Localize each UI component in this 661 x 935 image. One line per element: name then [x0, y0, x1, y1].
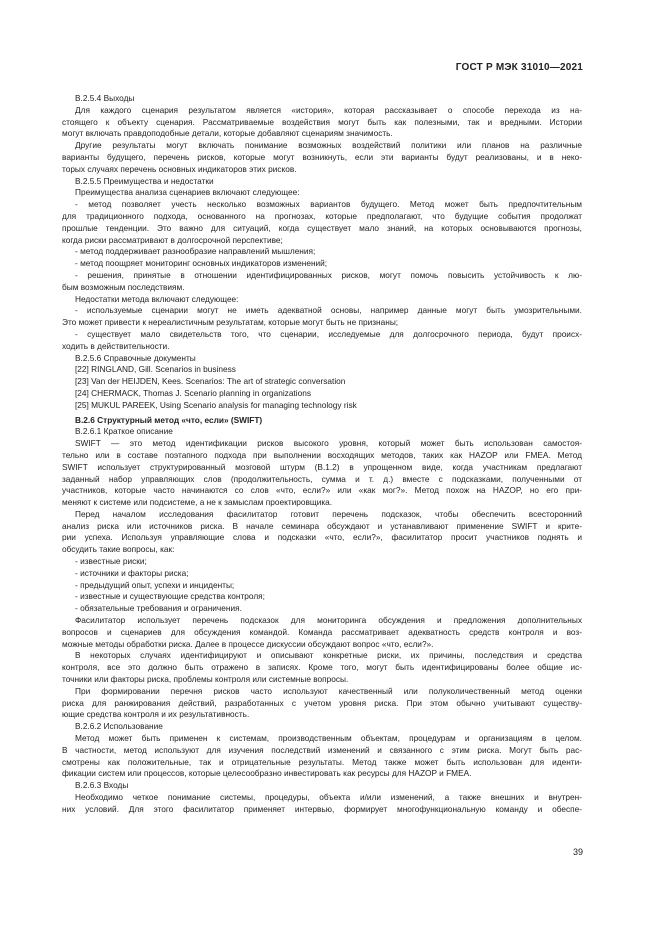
text-line: Преимущества анализа сценариев включают следующее: — [75, 187, 300, 198]
page-header: ГОСТ Р МЭК 31010—2021 — [455, 62, 583, 73]
text-line: SWIFT — это метод идентификации рисков высокого уровня, который может быть использован самостоя- — [75, 438, 582, 449]
text-line: тельно или в составе поэтапного подхода при выполнении восходящих методов, таких как HAZOP или FMEA. Метод — [62, 449, 582, 460]
text-line: могут включать правдоподобные детали, которые добавляют сценариям значимость. — [62, 128, 393, 139]
text-line: прошлые тенденции. Это важно для ситуаций, когда существует мало знаний, на которых основываются прогнозы, — [62, 222, 582, 233]
text-line: варианты будущего, перечень рисков, которые могут возникнуть, если эти варианты будут реализованы, и в неко- — [62, 151, 582, 162]
text-line: Необходимо четкое понимание системы, процедуры, объекта и/или изменений, а также внешних и внутрен- — [75, 792, 582, 803]
text-line: В частности, метод используют для изучения последствий изменений и связанного с этим риска. Могут быть рас- — [62, 744, 582, 755]
text-line: В.2.6.2 Использование — [75, 721, 163, 732]
text-line: В.2.5.5 Преимущества и недостатки — [75, 175, 214, 186]
text-line: [24] CHERMACK, Thomas J. Scenario planning in organizations — [75, 387, 311, 398]
text-line: анализ риска или источников риска. В начале семинара обсуждают и устанавливают применение SWIFT и крите- — [62, 520, 582, 531]
text-line: Перед началом исследования фасилитатор готовит перечень подсказок, чтобы обеспечить всесторонний — [75, 508, 582, 519]
text-line: - известные и существующие средства контроля; — [75, 591, 265, 602]
text-line: торых случаях перечень основных индикаторов этих рисков. — [62, 163, 297, 174]
text-line: [23] Van der HEIJDEN, Kees. Scenarios: The art of strategic conversation — [75, 376, 346, 387]
text-line: В.2.5.4 Выходы — [75, 93, 135, 103]
text-line: - метод поддерживает разнообразие направлений мышления; — [75, 246, 316, 257]
text-line: [22] RINGLAND, Gill. Scenarios in business — [75, 364, 236, 375]
text-line: смотрены как положительные, так и отрицательные результаты. Метод также может быть использован для иденти- — [62, 756, 582, 767]
text-line: Недостатки метода включают следующее: — [75, 293, 239, 304]
text-line: стоящего к объекту сценария. Рассматриваемые воздействия могут быть как полезными, так и вредными. Истории — [62, 116, 582, 127]
text-line: При формировании перечня рисков часто используют качественный или полуколичественный метод оценки — [75, 685, 582, 696]
text-line: вопросов и сценариев для обсуждения командой. Команда рассматривает адекватность средств контроля и воз- — [62, 626, 582, 637]
text-line: В.2.6.1 Краткое описание — [75, 426, 173, 437]
text-line: - известные риски; — [75, 556, 147, 567]
text-line: точники или факторы риска, проблемы контроля или системные вопросы. — [62, 674, 349, 685]
text-line: риска для ранжирования действий, разработанных с учетом уровня риска. При этом обычно учитывают существу- — [62, 697, 582, 708]
text-line: Другие результаты могут включать понимание возможных воздействий политики или планов на различные — [75, 140, 582, 151]
text-line: В.2.6.3 Входы — [75, 780, 129, 791]
text-line: рии успеха. Используя управляющие слова и подсказки «что, если?», фасилитатор просит участников поднять и — [62, 532, 582, 543]
text-line: ходить в действительности. — [62, 340, 170, 351]
text-line: - метод позволяет учесть несколько возможных вариантов будущего. Метод может быть предпочтительным — [75, 199, 582, 210]
text-line: ющие средства контроля и их результативность. — [62, 709, 250, 720]
text-line: SWIFT использует структурированный мозговой штурм (В.1.2) в упрощенном виде, когда участникам предлагают — [62, 461, 582, 472]
text-line: участников, которые часто начинаются со слов «что, если?» или «как мог?». Метод похож на HAZOP, но его при- — [62, 485, 582, 496]
text-line: - метод поощряет мониторинг основных индикаторов изменений; — [75, 258, 328, 269]
text-line: В некоторых случаях идентифицируют и описывают конкретные риски, их причины, последствия и средства — [75, 650, 582, 661]
text-line: - предыдущий опыт, успехи и инциденты; — [75, 579, 235, 590]
text-line: Фасилитатор использует перечень подсказок для мониторинга обсуждения и предложения дополнительных — [75, 615, 582, 626]
text-line: контроля, все это должно быть отражено в записях. Кроме того, могут быть идентифицированы более общие ис- — [62, 662, 582, 673]
text-line: можные методы обработки риска. Далее в процессе дискуссии обсуждают вопрос «что, если?». — [62, 638, 434, 649]
text-line: - решения, принятые в отношении идентифицированных рисков, могут помочь повысить устойчивость к лю- — [75, 269, 582, 280]
text-line: Это может привести к нереалистичным результатам, которые могут быть не признаны; — [62, 317, 399, 328]
text-line: - существует мало свидетельств того, что сценарии, исследуемые для долгосрочного периода, будут происх- — [75, 328, 582, 339]
text-line: когда риски рассматривают в долгосрочной перспективе; — [62, 234, 283, 245]
text-line: - используемые сценарии могут не иметь адекватной основы, например данные могут быть умозрительными. — [75, 305, 582, 316]
text-line: фикации систем или процессов, которые целесообразно инвестировать как ресурсы для HAZOP и FMEA. — [62, 768, 472, 779]
text-line: бым возможным последствиям. — [62, 281, 185, 292]
text-line: Для каждого сценария результатом является «история», которая рассказывает о способе перехода из на- — [75, 104, 582, 115]
document-body — [62, 93, 582, 816]
text-line: для традиционного подхода, основанного на прогнозах, которые предполагают, что будущие события продолжат — [62, 210, 582, 221]
page-number: 39 — [572, 847, 583, 857]
text-line: [25] MUKUL PAREEK, Using Scenario analysis for managing technology risk — [75, 399, 357, 410]
text-line: - источники и факторы риска; — [75, 567, 189, 578]
text-line: меняют к системе или подсистеме, а не к замыслам проектировщика. — [62, 497, 333, 508]
text-line: обсудить такие вопросы, как: — [62, 544, 175, 555]
text-line: Метод может быть применен к системам, производственным объектам, процедурам и организациям в целом. — [75, 733, 582, 744]
text-line: В.2.6 Структурный метод «что, если» (SWIFT) — [75, 414, 263, 425]
text-line: В.2.5.6 Справочные документы — [75, 352, 196, 363]
text-line: них условий. Для этого фасилитатор применяет интервью, формирует многофункциональную команду и обеспе- — [62, 803, 582, 814]
text-line: - обязательные требования и ограничения. — [75, 603, 242, 614]
text-line: заданный набор управляющих слов (продолжительность, сумма и т. д.) вместе с подсказками, полученными от — [62, 473, 582, 484]
